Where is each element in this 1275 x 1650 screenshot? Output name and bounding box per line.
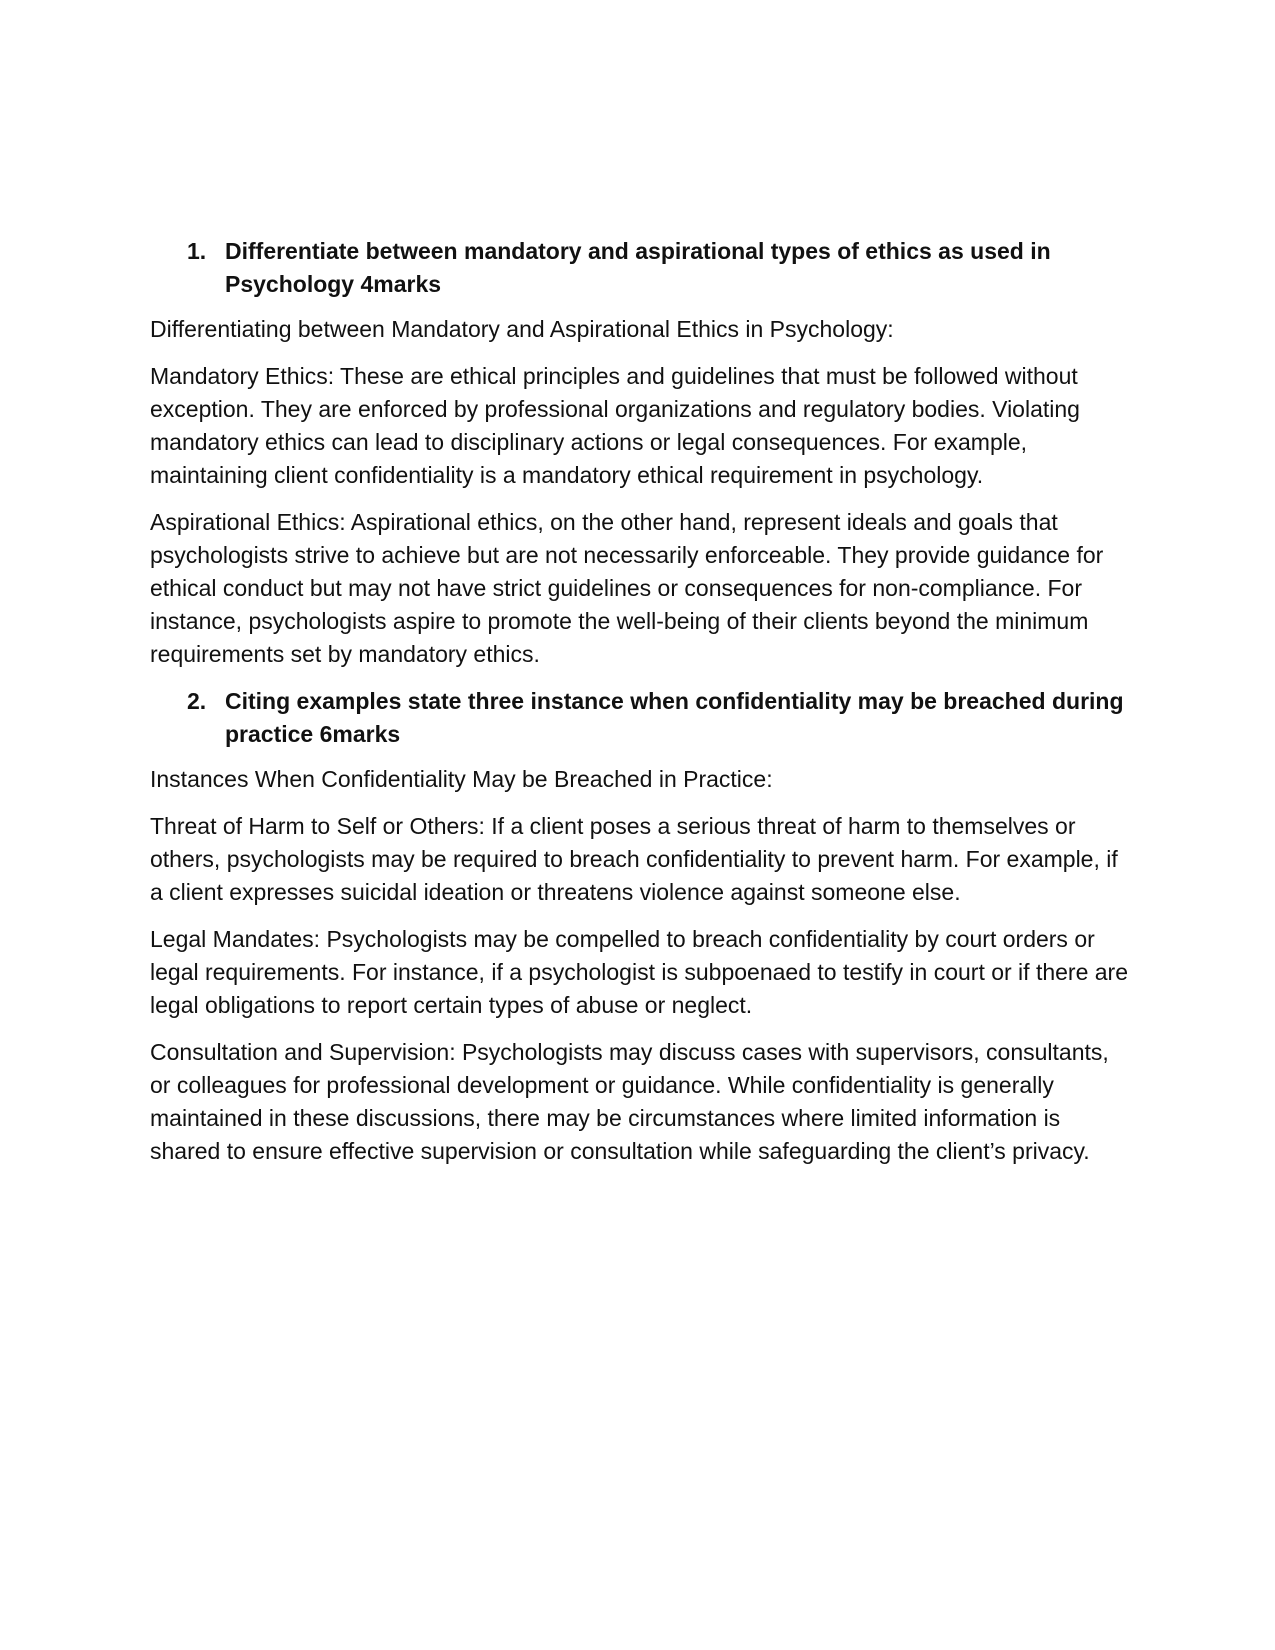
question-number: 1. — [187, 238, 207, 264]
answer-paragraph-threat-of-harm: Threat of Harm to Self or Others: If a client poses a serious threat of harm to themselves or others, psychologists may be required to breach confidentiality to prevent harm. For example, if a client expresses suicidal ideation or threatens violence against someone else. — [150, 813, 1118, 905]
question-1-heading — [150, 235, 1130, 301]
question-text: Citing examples state three instance when confidentiality may be breached during practice 6marks — [225, 688, 1124, 747]
answer-intro: Differentiating between Mandatory and Aspirational Ethics in Psychology: — [150, 316, 894, 342]
question-2-heading — [150, 685, 1130, 751]
question-number: 2. — [187, 688, 207, 714]
document-page — [150, 235, 1130, 1182]
question-text: Differentiate between mandatory and aspirational types of ethics as used in Psychology 4marks — [225, 238, 1051, 297]
answer-paragraph-consultation-supervision: Consultation and Supervision: Psychologists may discuss cases with supervisors, consultants, or colleagues for professional development or guidance. While confidentiality is generally maintained in these discussions, there may be circumstances where limited information is shared to ensure effective supervision or consultation while safeguarding the client’s privacy. — [150, 1039, 1109, 1164]
answer-intro: Instances When Confidentiality May be Breached in Practice: — [150, 766, 773, 792]
answer-paragraph-mandatory-ethics: Mandatory Ethics: These are ethical principles and guidelines that must be followed without exception. They are enforced by professional organizations and regulatory bodies. Violating mandatory ethics can lead to disciplinary actions or legal consequences. For example, maintaining client confidentiality is a mandatory ethical requirement in psychology. — [150, 363, 1080, 488]
answer-paragraph-legal-mandates: Legal Mandates: Psychologists may be compelled to breach confidentiality by court orders or legal requirements. For instance, if a psychologist is subpoenaed to testify in court or if there are legal obligations to report certain types of abuse or neglect. — [150, 926, 1129, 1018]
answer-paragraph-aspirational-ethics: Aspirational Ethics: Aspirational ethics, on the other hand, represent ideals and goals that psychologists strive to achieve but are not necessarily enforceable. They provide guidance for ethical conduct but may not have strict guidelines or consequences for non-compliance. For instance, psychologists aspire to promote the well-being of their clients beyond the minimum requirements set by mandatory ethics. — [150, 509, 1104, 667]
